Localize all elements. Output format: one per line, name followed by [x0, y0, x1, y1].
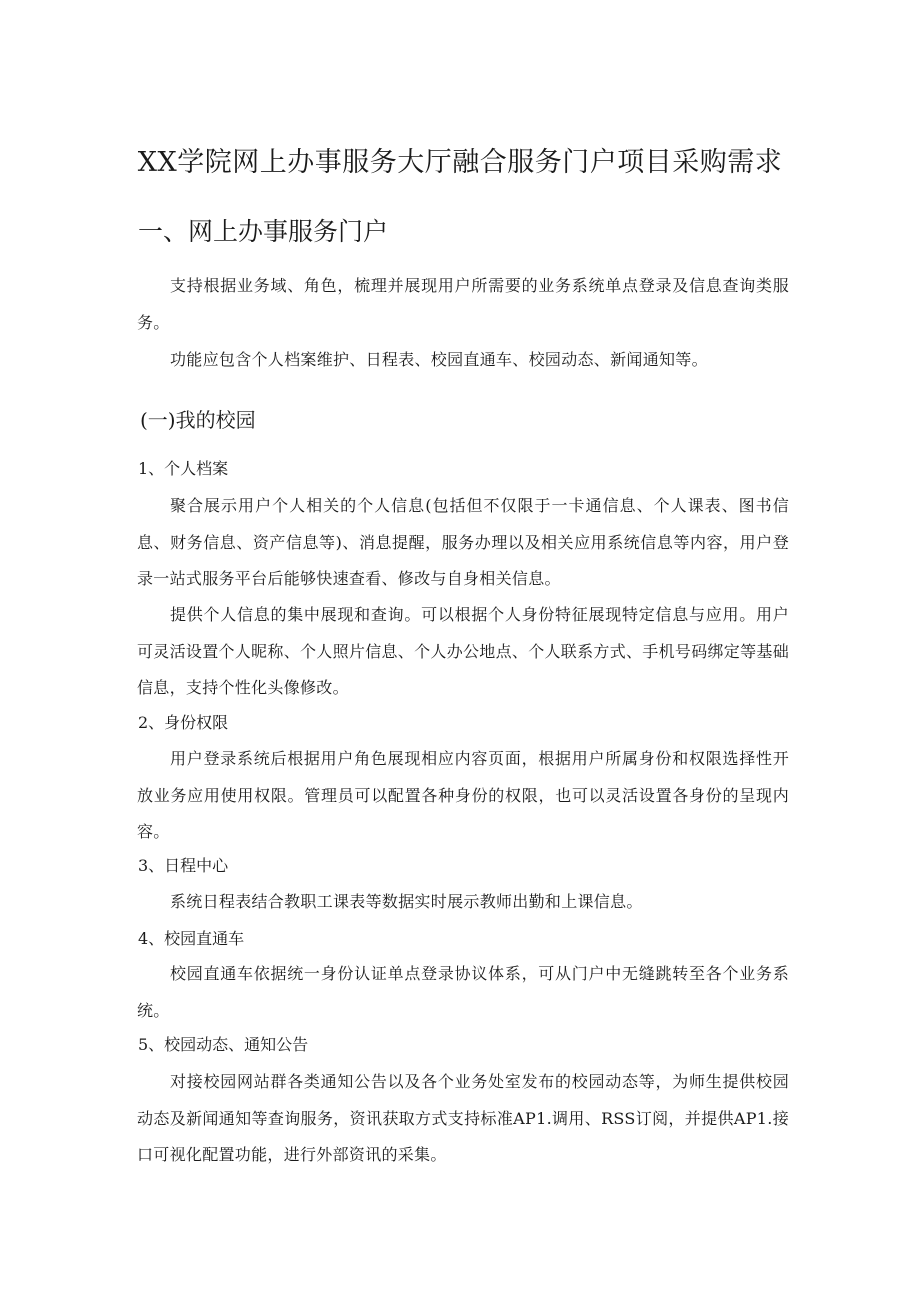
item-paragraph: 对接校园网站群各类通知公告以及各个业务处室发布的校园动态等，为师生提供校园动态及新闻通知等查询服务，资讯获取方式支持标准AP1.调用、RSS订阅，并提供AP1.接口可视化配置功能，进行外部资讯的采集。	[137, 1072, 789, 1164]
item-paragraph: 系统日程表结合教职工课表等数据实时展示教师出勤和上课信息。	[170, 892, 643, 911]
intro-paragraph: 支持根据业务域、角色，梳理并展现用户所需要的业务系统单点登录及信息查询类服务。	[137, 276, 789, 332]
item-heading: 4、校园直通车	[138, 929, 245, 948]
item-paragraph: 聚合展示用户个人相关的个人信息(包括但不仅限于一卡通信息、个人课表、图书信息、财务信息、资产信息等)、消息提醒，服务办理以及相关应用系统信息等内容，用户登录一站式服务平台后能够快速查看、修改与自身相关信息。	[137, 496, 789, 588]
subsection-heading: (一)我的校园	[140, 408, 256, 432]
item-paragraph: 用户登录系统后根据用户角色展现相应内容页面，根据用户所属身份和权限选择性开放业务应用使用权限。管理员可以配置各种身份的权限，也可以灵活设置各身份的呈现内容。	[137, 749, 789, 841]
intro-paragraph: 功能应包含个人档案维护、日程表、校园直通车、校园动态、新闻通知等。	[170, 350, 708, 369]
item-heading: 2、身份权限	[138, 713, 229, 732]
item-paragraph: 校园直通车依据统一身份认证单点登录协议体系，可从门户中无缝跳转至各个业务系统。	[137, 964, 789, 1020]
document-title: XX学院网上办事服务大厅融合服务门户项目采购需求	[137, 147, 783, 178]
item-paragraph: 提供个人信息的集中展现和查询。可以根据个人身份特征展现特定信息与应用。用户可灵活设置个人昵称、个人照片信息、个人办公地点、个人联系方式、手机号码绑定等基础信息，支持个性化头像修改。	[137, 605, 790, 697]
item-heading: 3、日程中心	[138, 856, 229, 875]
section-heading: 一、网上办事服务门户	[138, 217, 389, 246]
item-heading: 1、个人档案	[138, 459, 229, 478]
item-heading: 5、校园动态、通知公告	[138, 1035, 309, 1054]
